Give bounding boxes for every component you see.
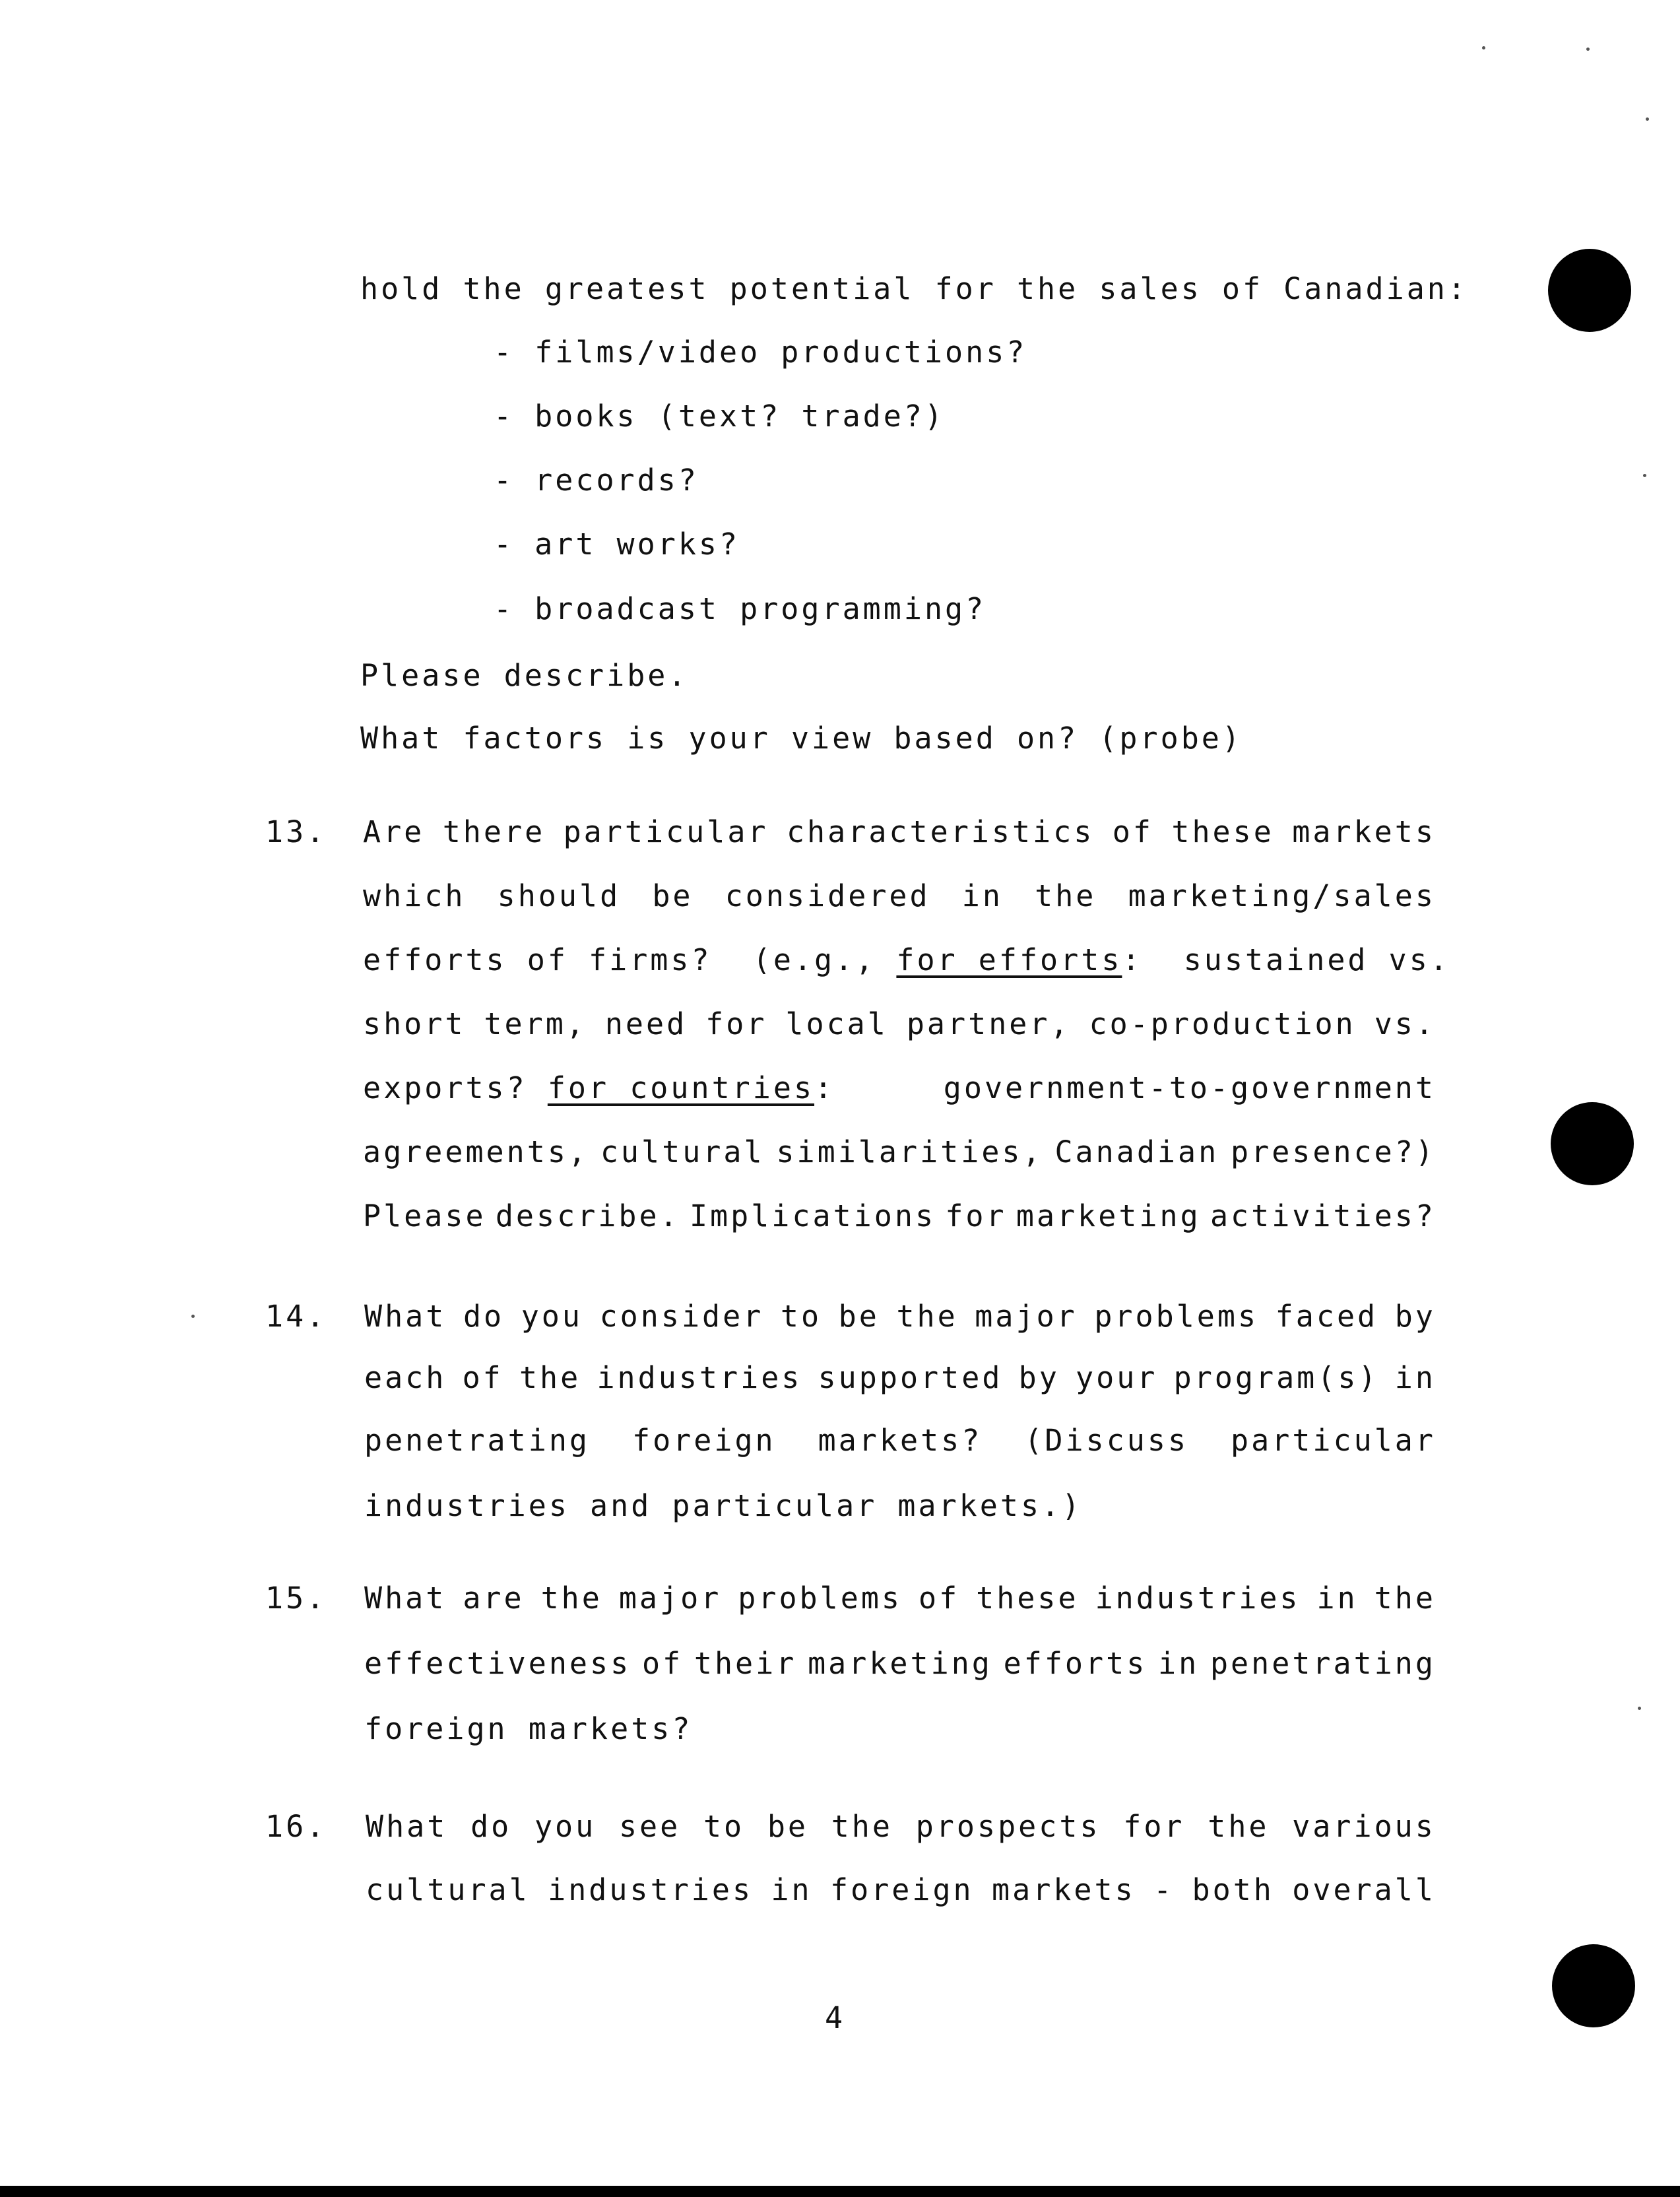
- word: considered: [725, 878, 930, 913]
- word: Implications: [689, 1198, 936, 1233]
- scan-speck: [1638, 1707, 1641, 1710]
- word: foreign: [830, 1872, 974, 1907]
- word: of: [462, 1360, 503, 1395]
- q15-line-2: [364, 1645, 1436, 1682]
- word: you: [521, 1299, 583, 1334]
- word: faced: [1275, 1299, 1378, 1334]
- word: these: [976, 1581, 1079, 1616]
- question-number: 13.: [265, 814, 327, 849]
- word: of: [919, 1581, 960, 1616]
- punch-hole-top: [1548, 249, 1631, 332]
- word: should: [497, 878, 621, 913]
- word: partner,: [906, 1006, 1071, 1041]
- word: cultural: [600, 1134, 765, 1169]
- bullet-item: - films/video productions?: [494, 335, 1027, 370]
- punch-hole-middle: [1551, 1102, 1634, 1185]
- q13-line-1: [363, 814, 1436, 851]
- word: markets: [1292, 814, 1436, 849]
- word-group: [363, 1070, 835, 1107]
- word: presence?): [1231, 1134, 1436, 1169]
- bullet-item: - broadcast programming?: [494, 591, 986, 626]
- word: -: [1153, 1872, 1175, 1907]
- word: be: [652, 878, 694, 913]
- word: both: [1192, 1872, 1274, 1907]
- word: overall: [1292, 1872, 1436, 1907]
- word: consider: [599, 1299, 764, 1334]
- question-number: 16.: [265, 1809, 327, 1844]
- scan-speck: [1482, 46, 1485, 49]
- word: there: [442, 814, 546, 849]
- scan-speck: [1646, 117, 1649, 121]
- word: penetrating: [364, 1423, 591, 1458]
- word: the: [519, 1360, 581, 1395]
- word: particular: [1231, 1423, 1436, 1458]
- word: foreign: [631, 1423, 776, 1458]
- word: problems: [1094, 1299, 1259, 1334]
- word: local: [785, 1006, 888, 1041]
- word: to: [780, 1299, 822, 1334]
- word: marketing: [1016, 1198, 1201, 1233]
- word: marketing: [808, 1646, 992, 1681]
- word: Please: [363, 1198, 486, 1233]
- word: industries: [1095, 1581, 1301, 1616]
- scan-edge: [0, 2186, 1680, 2197]
- word: What: [364, 1581, 447, 1616]
- word: describe.: [495, 1198, 680, 1233]
- q15-line-1: [364, 1580, 1436, 1617]
- word: need: [604, 1006, 688, 1041]
- word: What: [364, 1299, 447, 1334]
- text-segment: : sustained vs.: [1122, 942, 1450, 977]
- word: in: [771, 1872, 812, 1907]
- punch-hole-bottom: [1552, 1944, 1635, 2027]
- text-segment: exports?: [363, 1070, 527, 1105]
- word: What: [366, 1809, 448, 1844]
- q13-line-7: [363, 1198, 1436, 1235]
- underlined-term: for efforts: [896, 942, 1122, 977]
- word: problems: [738, 1581, 903, 1616]
- word: do: [463, 1299, 505, 1334]
- word: effectiveness: [364, 1646, 631, 1681]
- text-segment: :: [814, 1070, 835, 1105]
- word: vs.: [1374, 1006, 1436, 1041]
- q14-line-1: [364, 1298, 1436, 1335]
- q15-line-3: foreign markets?: [364, 1711, 693, 1746]
- bullet-item: - records?: [494, 463, 699, 498]
- q14-line-2: [364, 1360, 1436, 1396]
- q13-line-3: [363, 942, 1450, 979]
- word: Canadian: [1054, 1134, 1219, 1169]
- word: similarities,: [776, 1134, 1043, 1169]
- word: marketing/sales: [1128, 878, 1436, 913]
- word: be: [838, 1299, 880, 1334]
- q13-line-5: [363, 1070, 1436, 1107]
- word: the: [831, 1809, 893, 1844]
- word: do: [470, 1809, 512, 1844]
- word: industries: [597, 1360, 802, 1395]
- scan-speck: [191, 1315, 195, 1318]
- word: to: [703, 1809, 745, 1844]
- word: agreements,: [363, 1134, 589, 1169]
- bullet-item: - books (text? trade?): [494, 399, 946, 434]
- word: the: [1374, 1581, 1436, 1616]
- page-number: 4: [825, 2000, 843, 2035]
- word: various: [1292, 1809, 1436, 1844]
- word: you: [534, 1809, 597, 1844]
- text-segment: efforts of firms? (e.g.,: [363, 942, 876, 977]
- word: activities?: [1210, 1198, 1436, 1233]
- word: Are: [363, 814, 425, 849]
- word: markets?: [818, 1423, 983, 1458]
- word: in: [961, 878, 1003, 913]
- scan-speck: [1586, 48, 1590, 51]
- word: in: [1158, 1646, 1200, 1681]
- word: major: [975, 1299, 1078, 1334]
- q13-line-6: [363, 1134, 1436, 1171]
- word: supported: [818, 1360, 1003, 1395]
- word: are: [463, 1581, 525, 1616]
- word: for: [945, 1198, 1007, 1233]
- word: efforts: [1003, 1646, 1147, 1681]
- word: cultural: [366, 1872, 530, 1907]
- intro-please-describe: Please describe.: [360, 658, 689, 693]
- q13-line-4: [363, 1006, 1436, 1043]
- q13-line-2: [363, 878, 1436, 915]
- word: penetrating: [1210, 1646, 1436, 1681]
- word: term,: [484, 1006, 587, 1041]
- question-number: 14.: [265, 1299, 327, 1334]
- word: in: [1394, 1360, 1436, 1395]
- word: government-to-government: [943, 1070, 1436, 1105]
- word: characteristics: [786, 814, 1095, 849]
- word: in: [1316, 1581, 1358, 1616]
- word: the: [896, 1299, 958, 1334]
- word: for: [1123, 1809, 1185, 1844]
- word: co-production: [1089, 1006, 1356, 1041]
- word: (Discuss: [1024, 1423, 1189, 1458]
- word: of: [1112, 814, 1153, 849]
- word: particular: [563, 814, 769, 849]
- intro-factors: What factors is your view based on? (probe): [360, 721, 1243, 756]
- word: which: [363, 878, 466, 913]
- word: their: [694, 1646, 797, 1681]
- q16-line-2: [366, 1872, 1436, 1909]
- underlined-term: for countries: [547, 1070, 815, 1105]
- word: of: [641, 1646, 684, 1681]
- word: the: [1035, 878, 1097, 913]
- word: prospects: [915, 1809, 1101, 1844]
- word: the: [1208, 1809, 1270, 1844]
- bullet-item: - art works?: [494, 527, 740, 562]
- word: program(s): [1173, 1360, 1379, 1395]
- word: your: [1076, 1360, 1158, 1395]
- q14-line-4: industries and particular markets.): [364, 1488, 1083, 1523]
- word: each: [364, 1360, 447, 1395]
- word: by: [1018, 1360, 1060, 1395]
- word: be: [767, 1809, 809, 1844]
- word: markets: [992, 1872, 1136, 1907]
- word: these: [1171, 814, 1274, 849]
- question-number: 15.: [265, 1581, 327, 1616]
- word: industries: [548, 1872, 754, 1907]
- q16-line-1: [366, 1808, 1436, 1845]
- word: the: [540, 1581, 602, 1616]
- q14-line-3: [364, 1422, 1436, 1459]
- word: see: [618, 1809, 681, 1844]
- word: by: [1394, 1299, 1436, 1334]
- word: major: [618, 1581, 722, 1616]
- scan-speck: [1643, 474, 1646, 477]
- word: short: [363, 1006, 466, 1041]
- intro-lead: hold the greatest potential for the sales of Canadian:: [360, 271, 1468, 306]
- word: for: [705, 1006, 767, 1041]
